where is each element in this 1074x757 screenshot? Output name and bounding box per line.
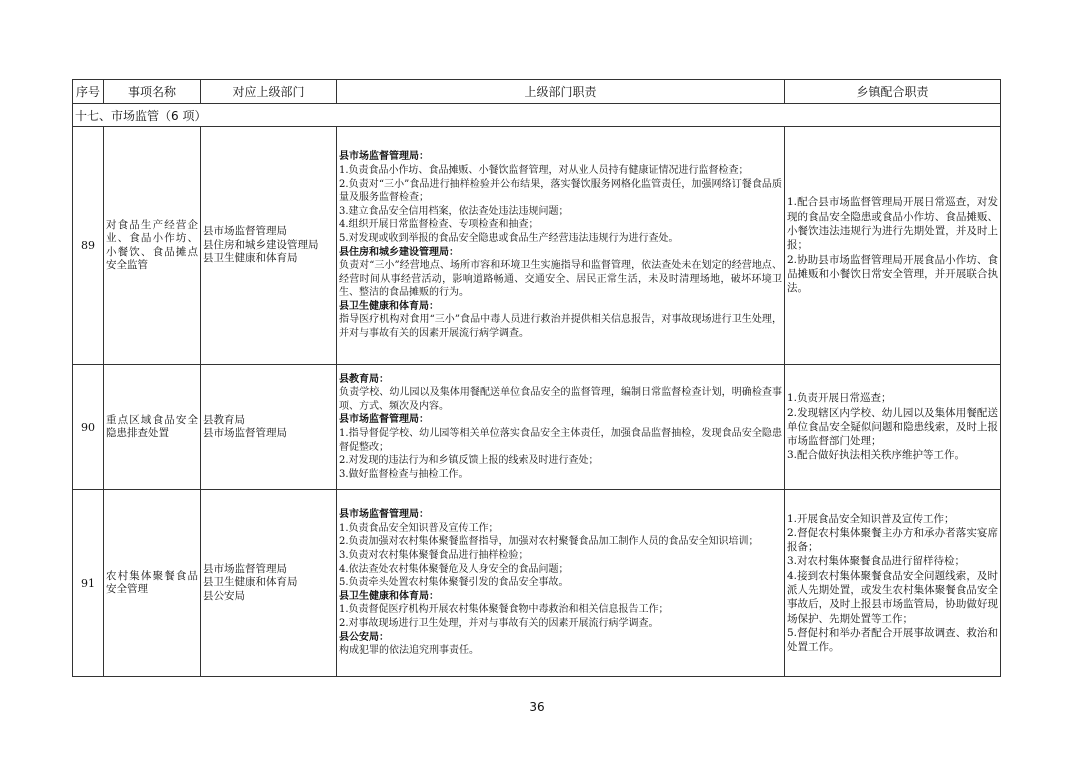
duty-line: 1.负责食品小作坊、食品摊贩、小餐饮监督管理，对从业人员持有健康证情况进行监督检查； bbox=[339, 164, 749, 176]
duty-line: 4.依法查处农村集体聚餐危及人身安全的食品问题； bbox=[339, 563, 569, 575]
town-line: 4.接到农村集体聚餐食品安全问题线索，及时派人先期处置，或发生农村集体聚餐食品安全事故后，及时上报县市场监管局，协助做好现场保护、先期处置等工作； bbox=[787, 569, 998, 625]
duty-heading: 县市场监督管理局： bbox=[339, 509, 429, 521]
dept-line: 县卫生健康和体育局 bbox=[203, 576, 298, 589]
duty-line: 4.组织开展日常监督检查、专项检查和抽查； bbox=[339, 219, 539, 231]
header-item: 事项名称 bbox=[104, 80, 201, 104]
header-no: 序号 bbox=[73, 80, 104, 104]
header-dept: 对应上级部门 bbox=[201, 80, 337, 104]
row-duties bbox=[337, 365, 785, 490]
duty-line: 指导医疗机构对食用“三小”食品中毒人员进行救治并提供相关信息报告，对事故现场进行卫生处理，并对与事故有关的因素开展流行病学调查。 bbox=[339, 314, 782, 340]
table-row bbox=[73, 127, 1001, 365]
header-town: 乡镇配合职责 bbox=[785, 80, 1001, 104]
duty-line: 3.做好监督检查与抽检工作。 bbox=[339, 468, 469, 480]
town-line: 3.配合做好执法相关秩序维护等工作。 bbox=[787, 449, 966, 462]
duty-line: 2.负责加强对农村集体聚餐监督指导，加强对农村聚餐食品加工制作人员的食品安全知识培训； bbox=[339, 536, 759, 548]
row-item: 重点区域食品安全隐患排查处置 bbox=[104, 365, 201, 490]
dept-line: 县住房和城乡建设管理局 bbox=[203, 238, 319, 251]
duty-heading: 县住房和城乡建设管理局： bbox=[339, 246, 459, 258]
town-line: 2.协助县市场监督管理局开展食品小作坊、食品摊贩和小餐饮日常安全管理，并开展联合执法。 bbox=[787, 253, 998, 295]
town-line: 1.配合县市场监督管理局开展日常巡查，对发现的食品安全隐患或食品小作坊、食品摊贩、小餐饮违法违规行为进行先期处置，并及时上报； bbox=[787, 196, 998, 252]
row-item: 农村集体聚餐食品安全管理 bbox=[104, 490, 201, 677]
row-town-duties bbox=[785, 365, 1001, 490]
town-line: 1.负责开展日常巡查； bbox=[787, 392, 892, 405]
town-line: 5.督促村和举办者配合开展事故调查、救治和处置工作。 bbox=[787, 626, 998, 654]
duty-table bbox=[72, 79, 1001, 677]
row-depts bbox=[201, 365, 337, 490]
section-row bbox=[73, 104, 1001, 127]
header-duty: 上级部门职责 bbox=[337, 80, 785, 104]
duty-line: 1.负责食品安全知识普及宣传工作； bbox=[339, 522, 499, 534]
table-row bbox=[73, 365, 1001, 490]
dept-line: 县卫生健康和体育局 bbox=[203, 252, 298, 265]
duty-line: 2.负责对“三小”食品进行抽样检验并公布结果，落实餐饮服务网格化监管责任，加强网络订餐食品质量及服务监督检查； bbox=[339, 178, 782, 204]
row-town-duties bbox=[785, 127, 1001, 365]
duty-line: 1.负责督促医疗机构开展农村集体聚餐食物中毒救治和相关信息报告工作； bbox=[339, 604, 669, 616]
town-line: 1.开展食品安全知识普及宣传工作； bbox=[787, 512, 955, 525]
table-header-row bbox=[73, 80, 1001, 104]
town-line: 3.对农村集体聚餐食品进行留样待检； bbox=[787, 555, 966, 568]
section-title: 十七、市场监管（6 项） bbox=[73, 104, 1001, 127]
row-town-duties bbox=[785, 490, 1001, 677]
duty-line: 负责对“三小”经营地点、场所市容和环境卫生实施指导和监督管理，依法查处未在划定的经营地点、经营时间从事经营活动，影响道路畅通、交通安全、居民正常生活，未及时清理场地，破坏环境卫生、整洁的食品摊贩的行为。 bbox=[339, 260, 782, 299]
dept-line: 县市场监督管理局 bbox=[203, 562, 287, 575]
duty-line: 1.指导督促学校、幼儿园等相关单位落实食品安全主体责任，加强食品监督抽检，发现食品安全隐患督促整改； bbox=[339, 428, 782, 453]
duty-heading: 县市场监督管理局： bbox=[339, 151, 429, 163]
duty-line: 5.对发现或收到举报的食品安全隐患或食品生产经营违法违规行为进行查处。 bbox=[339, 232, 679, 244]
duty-line: 3.负责对农村集体聚餐食品进行抽样检验； bbox=[339, 550, 529, 562]
duty-line: 2.对事故现场进行卫生处理，并对与事故有关的因素开展流行病学调查。 bbox=[339, 617, 659, 629]
row-number: 90 bbox=[73, 365, 104, 490]
table-row bbox=[73, 490, 1001, 677]
duty-heading: 县卫生健康和体育局： bbox=[339, 300, 439, 312]
dept-line: 县市场监督管理局 bbox=[203, 427, 287, 439]
town-line: 2.督促农村集体聚餐主办方和承办者落实宴席报备； bbox=[787, 526, 998, 554]
town-line: 2.发现辖区内学校、幼儿园以及集体用餐配送单位食品安全疑似问题和隐患线索，及时上报市场监督部门处理； bbox=[787, 406, 998, 448]
row-item: 对食品生产经营企业、食品小作坊、小餐饮、食品摊点安全监管 bbox=[104, 127, 201, 365]
row-number: 89 bbox=[73, 127, 104, 365]
row-duties bbox=[337, 490, 785, 677]
row-number: 91 bbox=[73, 490, 104, 677]
duty-heading: 县公安局： bbox=[339, 631, 389, 643]
duty-line: 5.负责牵头处置农村集体聚餐引发的食品安全事故。 bbox=[339, 577, 569, 589]
duty-line: 3.建立食品安全信用档案，依法查处违法违规问题； bbox=[339, 205, 569, 217]
row-depts bbox=[201, 490, 337, 677]
duty-heading: 县市场监督管理局： bbox=[339, 414, 429, 426]
duty-line: 2.对发现的违法行为和乡镇反馈上报的线索及时进行查处； bbox=[339, 455, 599, 467]
dept-line: 县公安局 bbox=[203, 589, 245, 602]
dept-line: 县教育局 bbox=[203, 413, 245, 426]
row-depts bbox=[201, 127, 337, 365]
dept-line: 县市场监督管理局 bbox=[203, 225, 287, 238]
duty-heading: 县卫生健康和体育局： bbox=[339, 590, 439, 602]
row-duties bbox=[337, 127, 785, 365]
page-number: 36 bbox=[529, 700, 545, 714]
duty-line: 负责学校、幼儿园以及集体用餐配送单位食品安全的监督管理，编制日常监督检查计划，明确检查事项、方式、频次及内容。 bbox=[339, 387, 782, 412]
duty-line: 构成犯罪的依法追究刑事责任。 bbox=[339, 645, 479, 657]
duty-heading: 县教育局： bbox=[339, 373, 389, 385]
